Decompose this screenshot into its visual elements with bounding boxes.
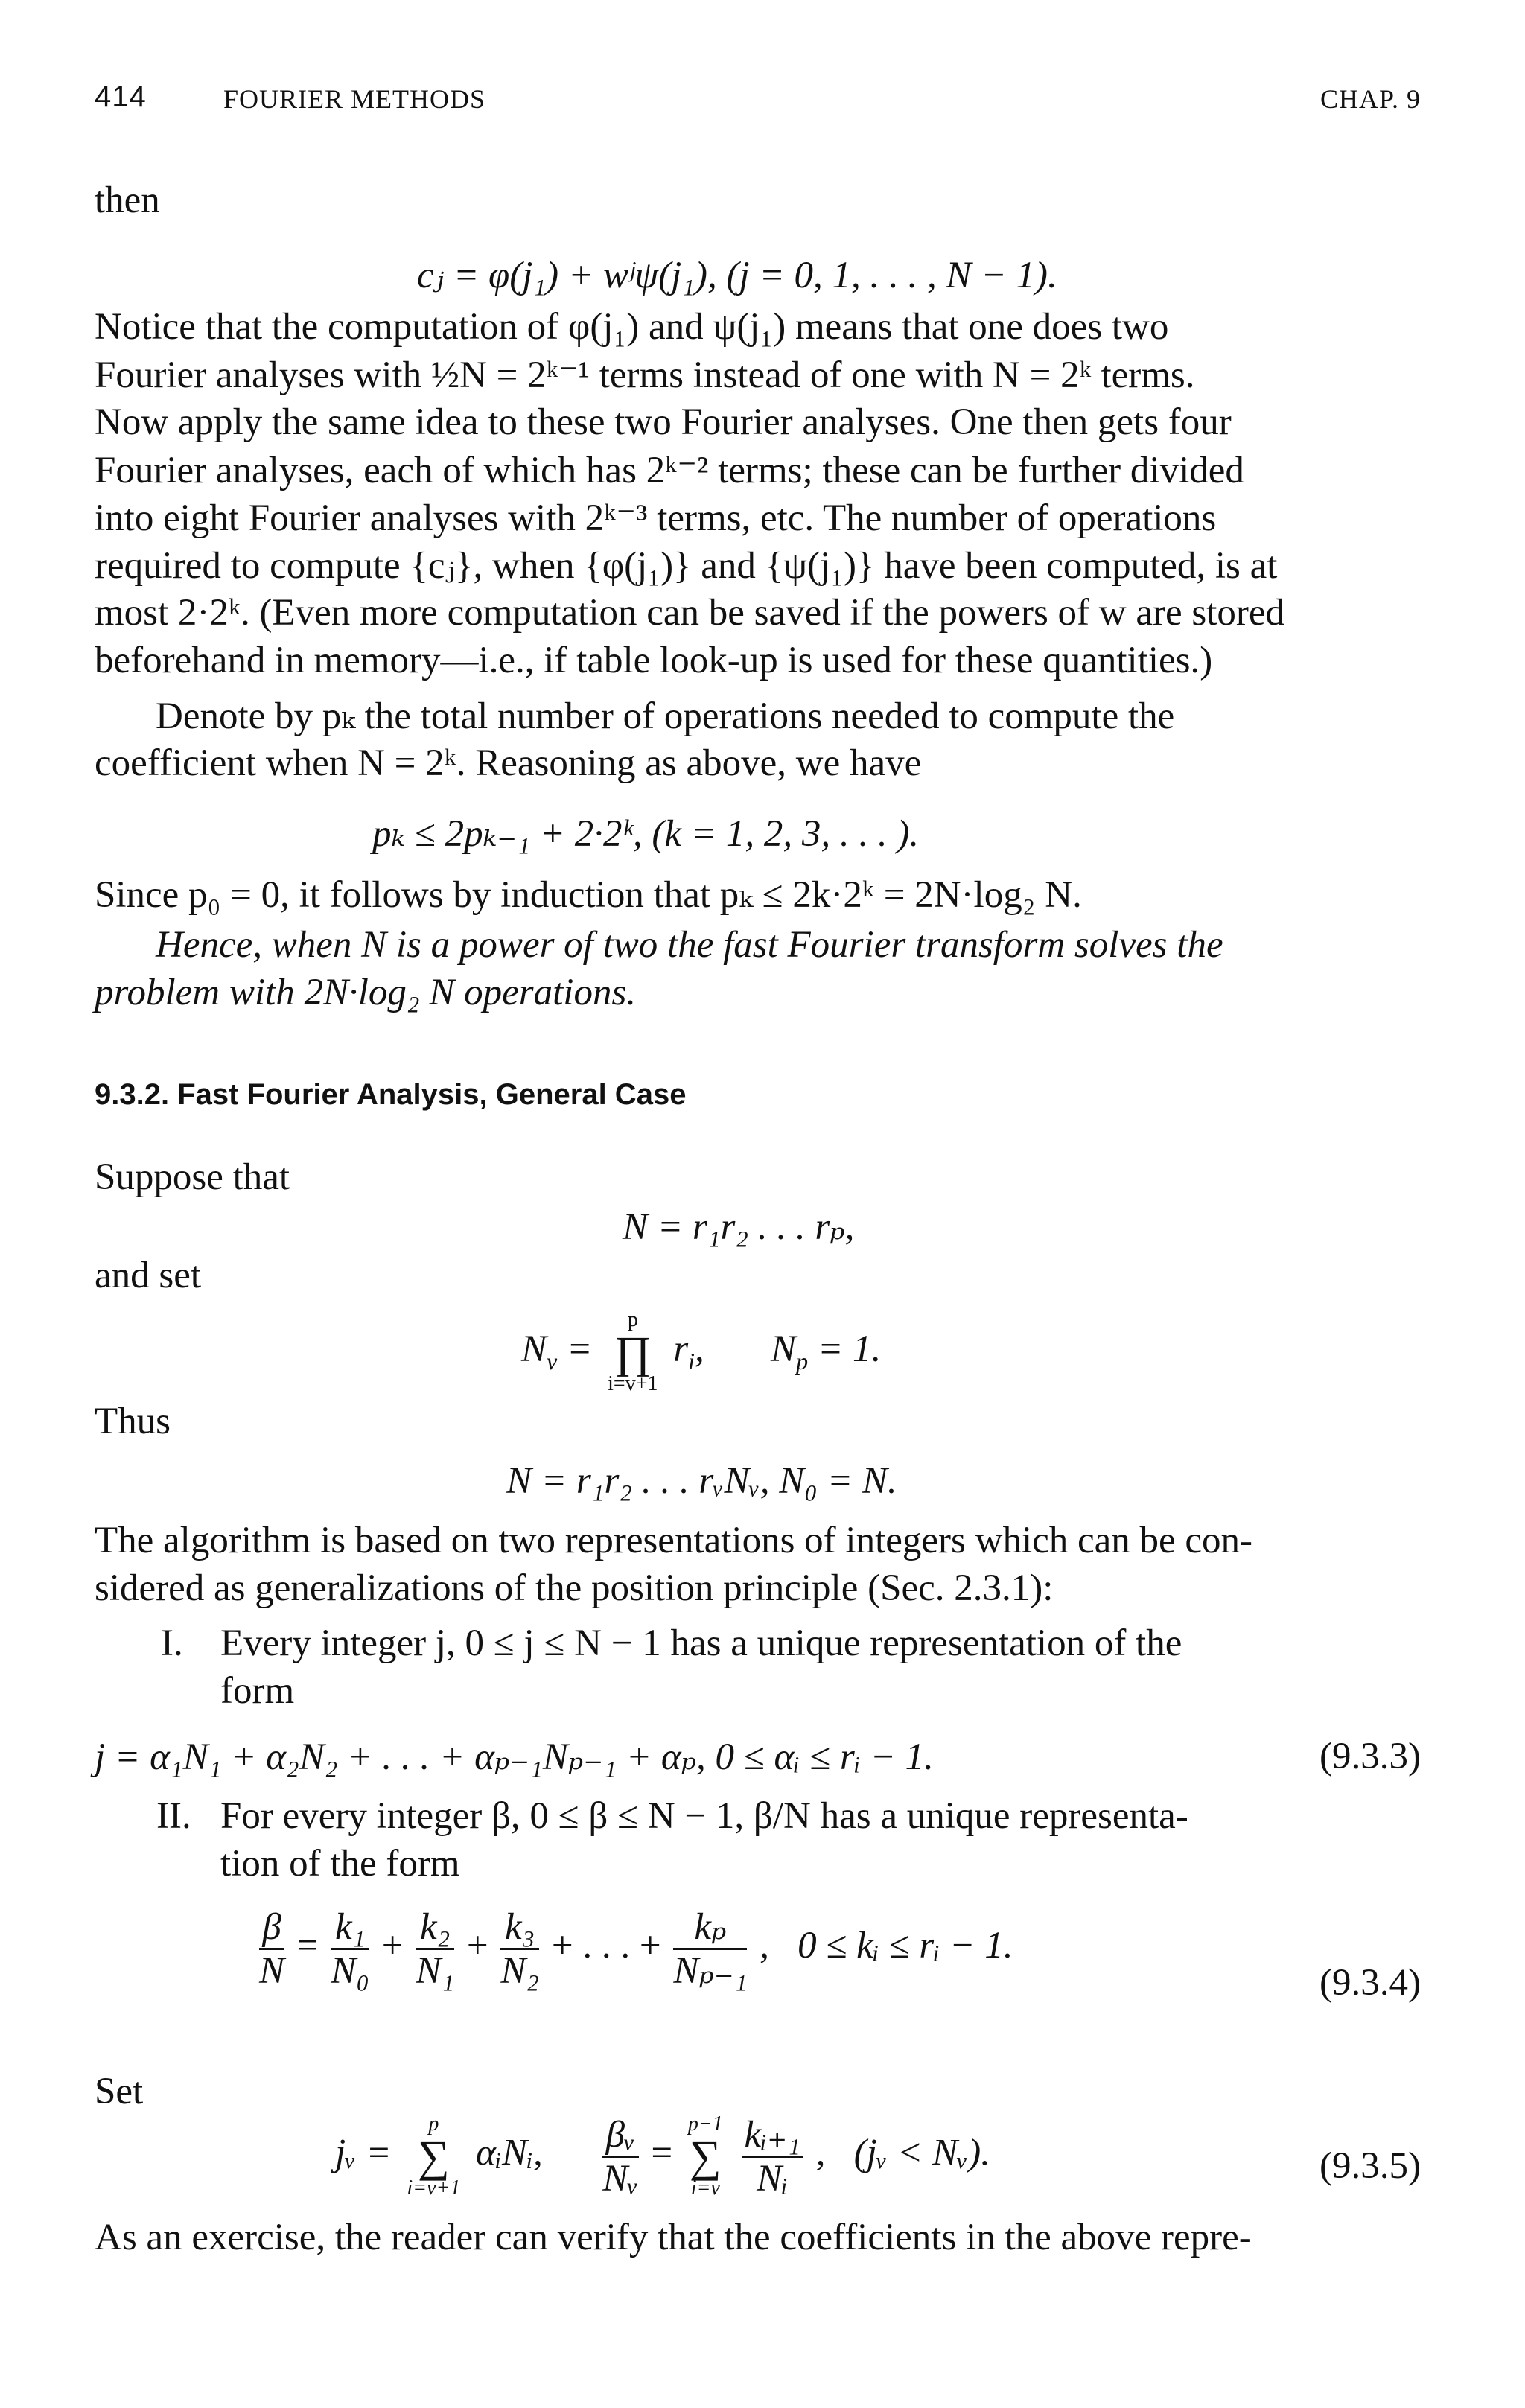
- chapter-label: CHAP. 9: [1319, 84, 1421, 114]
- item-2-label: II.: [156, 1795, 191, 1837]
- item-2-line-2: tion of the form: [220, 1843, 460, 1885]
- para1-line-8: beforehand in memory—i.e., if table look-up is used for these quantities.): [95, 640, 1213, 681]
- hence-line-2: problem with 2N·log₂ N operations.: [95, 972, 637, 1013]
- text-thus: Thus: [95, 1401, 171, 1442]
- Nv-lhs: $N_v$ =: [521, 1328, 593, 1375]
- text-then: then: [95, 179, 160, 221]
- last-line: As an exercise, the reader can verify that the coefficients in the above repre-: [95, 2217, 1252, 2258]
- equation-N-decomposition: N = r₁r₂ . . . rᵥNᵥ, N₀ = N.: [506, 1460, 897, 1502]
- equation-number-9-3-5: (9.3.5): [1319, 2145, 1421, 2187]
- equation-number-9-3-3: (9.3.3): [1319, 1736, 1421, 1777]
- text-set: Set: [95, 2071, 144, 2112]
- running-title: FOURIER METHODS: [223, 84, 486, 114]
- para1-line-1: Notice that the computation of φ(j₁) and ψ(j₁) means that one does two: [95, 306, 1169, 348]
- fraction-k3: $\frac{\text{k₃}}{\text{N₂}}$: [500, 1906, 540, 1992]
- para2-line-2: coefficient when N = 2ᵏ. Reasoning as above, we have: [95, 742, 922, 784]
- para1-line-2: Fourier analyses with ½N = 2ᵏ⁻¹ terms instead of one with N = 2ᵏ terms.: [95, 354, 1195, 396]
- since-line: Since p₀ = 0, it follows by induction that pₖ ≤ 2k·2ᵏ = 2N·log₂ N.: [95, 874, 1082, 916]
- fraction-kp: $\frac{\text{kₚ}}{\text{Nₚ₋₁}}$: [673, 1906, 748, 1992]
- section-heading: 9.3.2. Fast Fourier Analysis, General Case: [95, 1078, 687, 1111]
- sum-operator-1: p ∑ i=v+1: [407, 2112, 461, 2200]
- equation-Nv: $N_v$ = p ∏ i=v+1 $r_i$, $N_p = 1$.: [521, 1308, 882, 1395]
- item-2-line-1: For every integer β, 0 ≤ β ≤ N − 1, β/N has a unique representa-: [220, 1795, 1188, 1837]
- para3-line-1: The algorithm is based on two representations of integers which can be con-: [95, 1520, 1253, 1561]
- sum-operator-2: p−1 ∑ i=v: [687, 2112, 723, 2200]
- text-suppose: Suppose that: [95, 1156, 290, 1198]
- equation-9-3-5: jᵥ = p ∑ i=v+1 αᵢNᵢ, $\frac{\text{βᵥ}}{\text{Nᵥ}}$ = p−1 ∑ i=v $\frac{\text{kᵢ₊₁}}{\text{Nᵢ}}$ , (jᵥ < Nᵥ).: [335, 2112, 990, 2200]
- fraction-k1: $\frac{\text{k₁}}{\text{N₀}}$: [331, 1906, 370, 1992]
- equation-number-9-3-4: (9.3.4): [1319, 1962, 1421, 2004]
- item-1-line-1: Every integer j, 0 ≤ j ≤ N − 1 has a unique representation of the: [220, 1622, 1182, 1664]
- equation-N-product: N = r₁r₂ . . . rₚ,: [623, 1206, 855, 1248]
- hence-line-1: Hence, when N is a power of two the fast Fourier transform solves the: [156, 924, 1223, 966]
- product-lower-limit: i=v+1: [608, 1372, 658, 1395]
- item-1-label: I.: [161, 1622, 183, 1664]
- fraction-k2: $\frac{\text{k₂}}{\text{N₁}}$: [416, 1906, 455, 1992]
- para1-line-7: most 2·2ᵏ. (Even more computation can be saved if the powers of w are stored: [95, 592, 1285, 634]
- para1-line-3: Now apply the same idea to these two Fourier analyses. One then gets four: [95, 401, 1232, 443]
- para2-line-1: Denote by pₖ the total number of operations needed to compute the: [156, 695, 1175, 737]
- item-1-line-2: form: [220, 1670, 295, 1712]
- condition-ki: 0 ≤ kᵢ ≤ rᵢ − 1.: [797, 1925, 1013, 1967]
- product-upper-limit: p: [627, 1308, 638, 1331]
- equation-pk: pₖ ≤ 2pₖ₋₁ + 2·2ᵏ, (k = 1, 2, 3, . . . ).: [372, 813, 920, 855]
- text-and-set: and set: [95, 1255, 202, 1296]
- para3-line-2: sidered as generalizations of the position principle (Sec. 2.3.1):: [95, 1567, 1054, 1609]
- para1-line-5: into eight Fourier analyses with 2ᵏ⁻³ terms, etc. The number of operations: [95, 497, 1217, 539]
- condition-jv: (jᵥ < Nᵥ).: [853, 2132, 990, 2174]
- product-operator: p ∏ i=v+1: [608, 1308, 658, 1395]
- equation-9-3-3: j = α₁N₁ + α₂N₂ + . . . + αₚ₋₁Nₚ₋₁ + αₚ, 0 ≤ αᵢ ≤ rᵢ − 1.: [95, 1736, 934, 1778]
- fraction-beta-over-N: $\frac{\beta}{N}$: [259, 1906, 285, 1992]
- equation-cj: cⱼ = φ(j₁) + wʲψ(j₁), (j = 0, 1, . . . , N − 1).: [417, 255, 1057, 296]
- fraction-beta-v: $\frac{\text{βᵥ}}{\text{Nᵥ}}$: [602, 2113, 639, 2200]
- equation-9-3-4: $\frac{\beta}{N}$ = $\frac{\text{k₁}}{\text{N₀}}$ + $\frac{\text{k₂}}{\text{N₁}}$ + $\frac{\text{k₃}}{\text{N₂}}$ + . . . + $\frac{\text{kₚ}}{\text{Nₚ₋₁}}$ , 0 ≤ kᵢ ≤ rᵢ − 1.: [259, 1906, 1013, 1992]
- jv-lhs: jᵥ =: [335, 2132, 392, 2174]
- para1-line-4: Fourier analyses, each of which has 2ᵏ⁻² terms; these can be further divided: [95, 450, 1244, 491]
- fraction-ki1-over-Ni: $\frac{\text{kᵢ₊₁}}{\text{Nᵢ}}$: [742, 2114, 803, 2200]
- para1-line-6: required to compute {cⱼ}, when {φ(j₁)} and {ψ(j₁)} have been computed, is at: [95, 545, 1278, 587]
- page-number: 414: [95, 80, 147, 113]
